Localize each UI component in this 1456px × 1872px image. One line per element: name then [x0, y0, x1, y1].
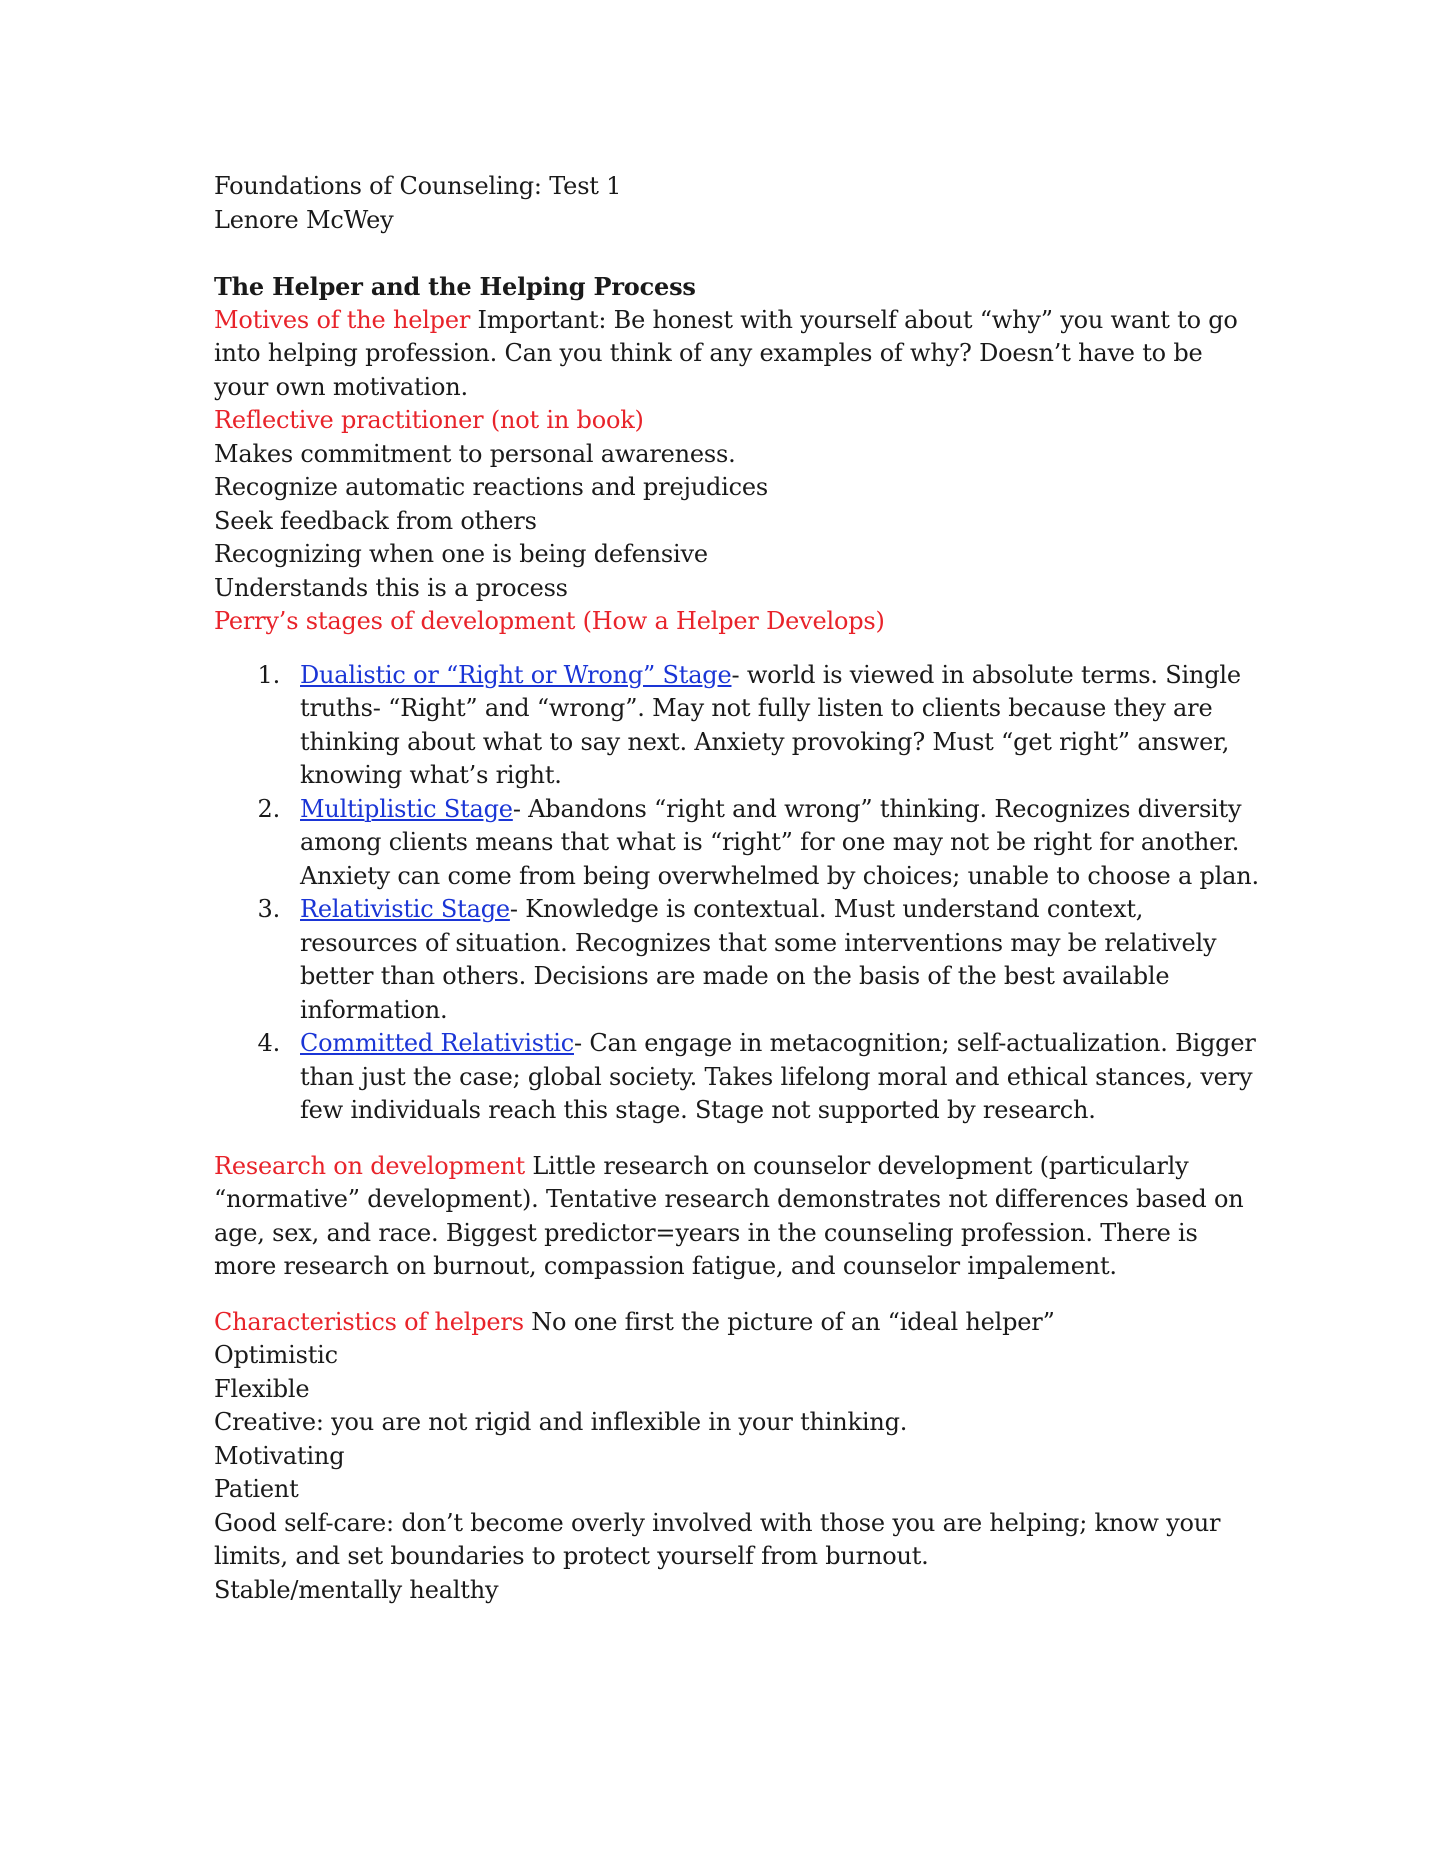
research-label: Research on development	[214, 1151, 525, 1180]
stage-text: - Can engage in metacognition; self-actualization. Bigger than just the case; global society. Takes lifelong moral and ethical stances, very few individuals reach this stage. Stage not supported by research.	[300, 1029, 1256, 1124]
reflective-item: Understands this is a process	[214, 573, 568, 602]
characteristic-item: Patient	[214, 1475, 299, 1503]
characteristic-item: Stable/mentally healthy	[214, 1575, 499, 1604]
perry-label: Perry’s stages of development (How a Helper Develops)	[214, 607, 885, 635]
stage-number: 4.	[257, 1029, 280, 1057]
characteristic-item: Flexible	[214, 1374, 310, 1403]
characteristics-text: No one first the picture of an “ideal helper”	[523, 1307, 1055, 1336]
reflective-item: Seek feedback from others	[214, 506, 537, 535]
spacer	[214, 237, 1264, 270]
stage-item	[214, 793, 1264, 894]
stage-link[interactable]: Multiplistic Stage	[300, 794, 513, 823]
stage-item	[214, 659, 1264, 793]
research-paragraph	[214, 1150, 1264, 1284]
stage-text: - Knowledge is contextual. Must understand context, resources of situation. Recognizes that some interventions may be relatively better than others. Decisions are made on the basis of the best available information.	[300, 895, 1217, 1024]
characteristic-item: Motivating	[214, 1441, 345, 1470]
stage-number: 1.	[257, 660, 280, 689]
stage-item	[214, 1027, 1264, 1128]
characteristic-item: Optimistic	[214, 1341, 338, 1369]
reflective-item: Makes commitment to personal awareness.	[214, 439, 736, 468]
stage-text: - world is viewed in absolute terms. Single truths- “Right” and “wrong”. May not fully listen to clients because they are thinking about what to say next. Anxiety provoking? Must “get right” answer, knowing what’s right.	[300, 660, 1241, 789]
motives-paragraph	[214, 304, 1264, 405]
spacer	[214, 1284, 1264, 1306]
course-title: Foundations of Counseling: Test 1	[214, 172, 622, 200]
stage-number: 3.	[257, 895, 280, 923]
stage-link[interactable]: Committed Relativistic	[300, 1029, 574, 1057]
stage-text: - Abandons “right and wrong” thinking. Recognizes diversity among clients means that what is “right” for one may not be right for another. Anxiety can come from being overwhelmed by choices; unable to choose a plan.	[300, 794, 1259, 890]
characteristic-item: Creative: you are not rigid and inflexible in your thinking.	[214, 1408, 908, 1436]
research-text: Little research on counselor development (particularly “normative” development). Tentative research demonstrates not differences based on age, sex, and race. Biggest predictor=years in the counseling profession. There is more research on burnout, compassion fatigue, and counselor impalement.	[214, 1151, 1244, 1280]
stage-item	[214, 893, 1264, 1027]
author-name: Lenore McWey	[214, 205, 394, 234]
stage-link[interactable]: Dualistic or “Right or Wrong” Stage	[300, 660, 732, 689]
motives-text: Important: Be honest with yourself about “why” you want to go into helping profession. Can you think of any examples of why? Doesn’t have to be your own motivation.	[214, 305, 1238, 401]
document-body	[214, 170, 1264, 1607]
characteristics-label: Characteristics of helpers	[214, 1307, 524, 1336]
stage-number: 2.	[257, 794, 280, 823]
characteristic-item: Good self-care: don’t become overly involved with those you are helping; know your limits, and set boundaries to protect yourself from burnout.	[214, 1508, 1221, 1570]
stage-link[interactable]: Relativistic Stage	[300, 895, 510, 923]
motives-label: Motives of the helper	[214, 305, 471, 334]
section-title: The Helper and the Helping Process	[214, 272, 696, 301]
reflective-label: Reflective practitioner (not in book)	[214, 406, 644, 434]
reflective-item: Recognize automatic reactions and prejudices	[214, 473, 768, 501]
perry-stages-list	[214, 659, 1264, 1128]
characteristics-paragraph	[214, 1306, 1264, 1340]
reflective-item: Recognizing when one is being defensive	[214, 540, 708, 568]
